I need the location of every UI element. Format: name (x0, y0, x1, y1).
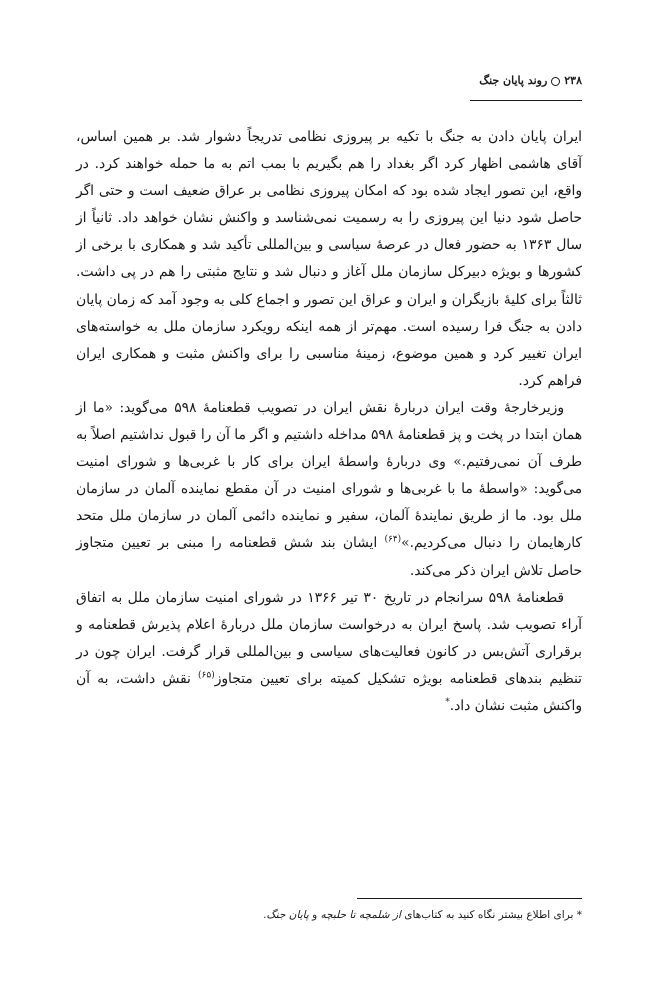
footnote-marker: * (445, 697, 450, 708)
chapter-title: روند پایان جنگ (479, 74, 548, 87)
running-header (470, 72, 582, 90)
paragraph-2: وزیرخارجهٔ وقت ایران دربارهٔ نقش ایران در تصویب قطعنامهٔ ۵۹۸ می‌گوید: «ما از همان ابتدا در پخت و پز قطعنامهٔ ۵۹۸ مداخله داشتیم و اگر ما آن را قبول نداشتیم اصلاً به طرف آن نمی‌رفتیم.» وی دربارهٔ واسطهٔ ایران برای کار با غربی‌ها و شورای امنیت می‌گوید: «واسطهٔ ما با غربی‌ها و شورای امنیت در آن مقطع نماینده آلمان در سازمان ملل بود. ما از طریق نمایندهٔ آلمان، سفیر و نماینده دائمی آلمان در سازمان ملل متحد کارهایمان را دنبال می‌کردیم.»$^{(۶۴)}$ ایشان بند شش قطعنامه را مبنی بر تعیین متجاوز حاصل تلاش ایران ذکر می‌کند. (76, 399, 582, 579)
paragraph-3: قطعنامهٔ ۵۹۸ سرانجام در تاریخ ۳۰ تیر ۱۳۶۶ در شورای امنیت سازمان ملل به اتفاق آراء تصویب شد. پاسخ ایران به درخواست سازمان ملل دربارهٔ اعلام پذیرش قطعنامه و برقراری آتش‌بس در کانون فعالیت‌های سیاسی و بین‌المللی قرار گرفت. ایران چون در تنظیم بندهای قطعنامه بویژه تشکیل کمیته برای تعیین متجاوز$^{(۶۵)}$ نقش داشت، به آن واکنش مثبت نشان داد.* (76, 589, 582, 714)
circle-separator-icon (551, 77, 560, 86)
page-number: ۲۳۸ (564, 74, 582, 87)
book-title-2: پایان جنگ (266, 909, 309, 921)
reference-marker: (۶۴) (384, 534, 402, 545)
paragraph-1: ایران پایان دادن به جنگ با تکیه بر پیروزی نظامی تدریجاً دشوار شد. بر همین اساس، آقای هاشمی اظهار کرد اگر بغداد را هم بگیریم با بمب اتم به ما حمله خواهند کرد. در واقع، این تصور ایجاد شده بود که امکان پیروزی نظامی بر عراق ضعیف است و حتی اگر حاصل شود دنیا این پیروزی را به رسمیت نمی‌شناسد و واکنش نشان خواهد داد. ثانیاً از سال ۱۳۶۳ به حضور فعال در عرصهٔ سیاسی و بین‌المللی تأکید شد و همکاری با برخی از کشورها و بویژه دبیرکل سازمان ملل آغاز و دنبال شد و نتایج مثبتی را هم در پی داشت. ثالثاً برای کلیهٔ بازیگران و ایران و عراق این تصور و اجماع کلی به وجود آمد که زمان پایان دادن به جنگ فرا رسیده است. مهم‌تر از همه اینکه رویکرد سازمان ملل به خواسته‌های ایران تغییر کرد و همین موضوع، زمینهٔ مناسبی را برای واکنش مثبت و همکاری ایران فراهم کرد. (76, 129, 582, 389)
footnote: * برای اطلاع بیشتر نگاه کنید به کتاب‌های از شلمچه تا حلبچه و پایان جنگ. (263, 909, 582, 921)
header-divider (470, 100, 582, 101)
book-title-1: از شلمچه تا حلبچه (320, 909, 401, 921)
reference-marker: (۶۵) (198, 670, 215, 681)
body-text (76, 124, 582, 720)
footnote-divider (357, 898, 582, 899)
